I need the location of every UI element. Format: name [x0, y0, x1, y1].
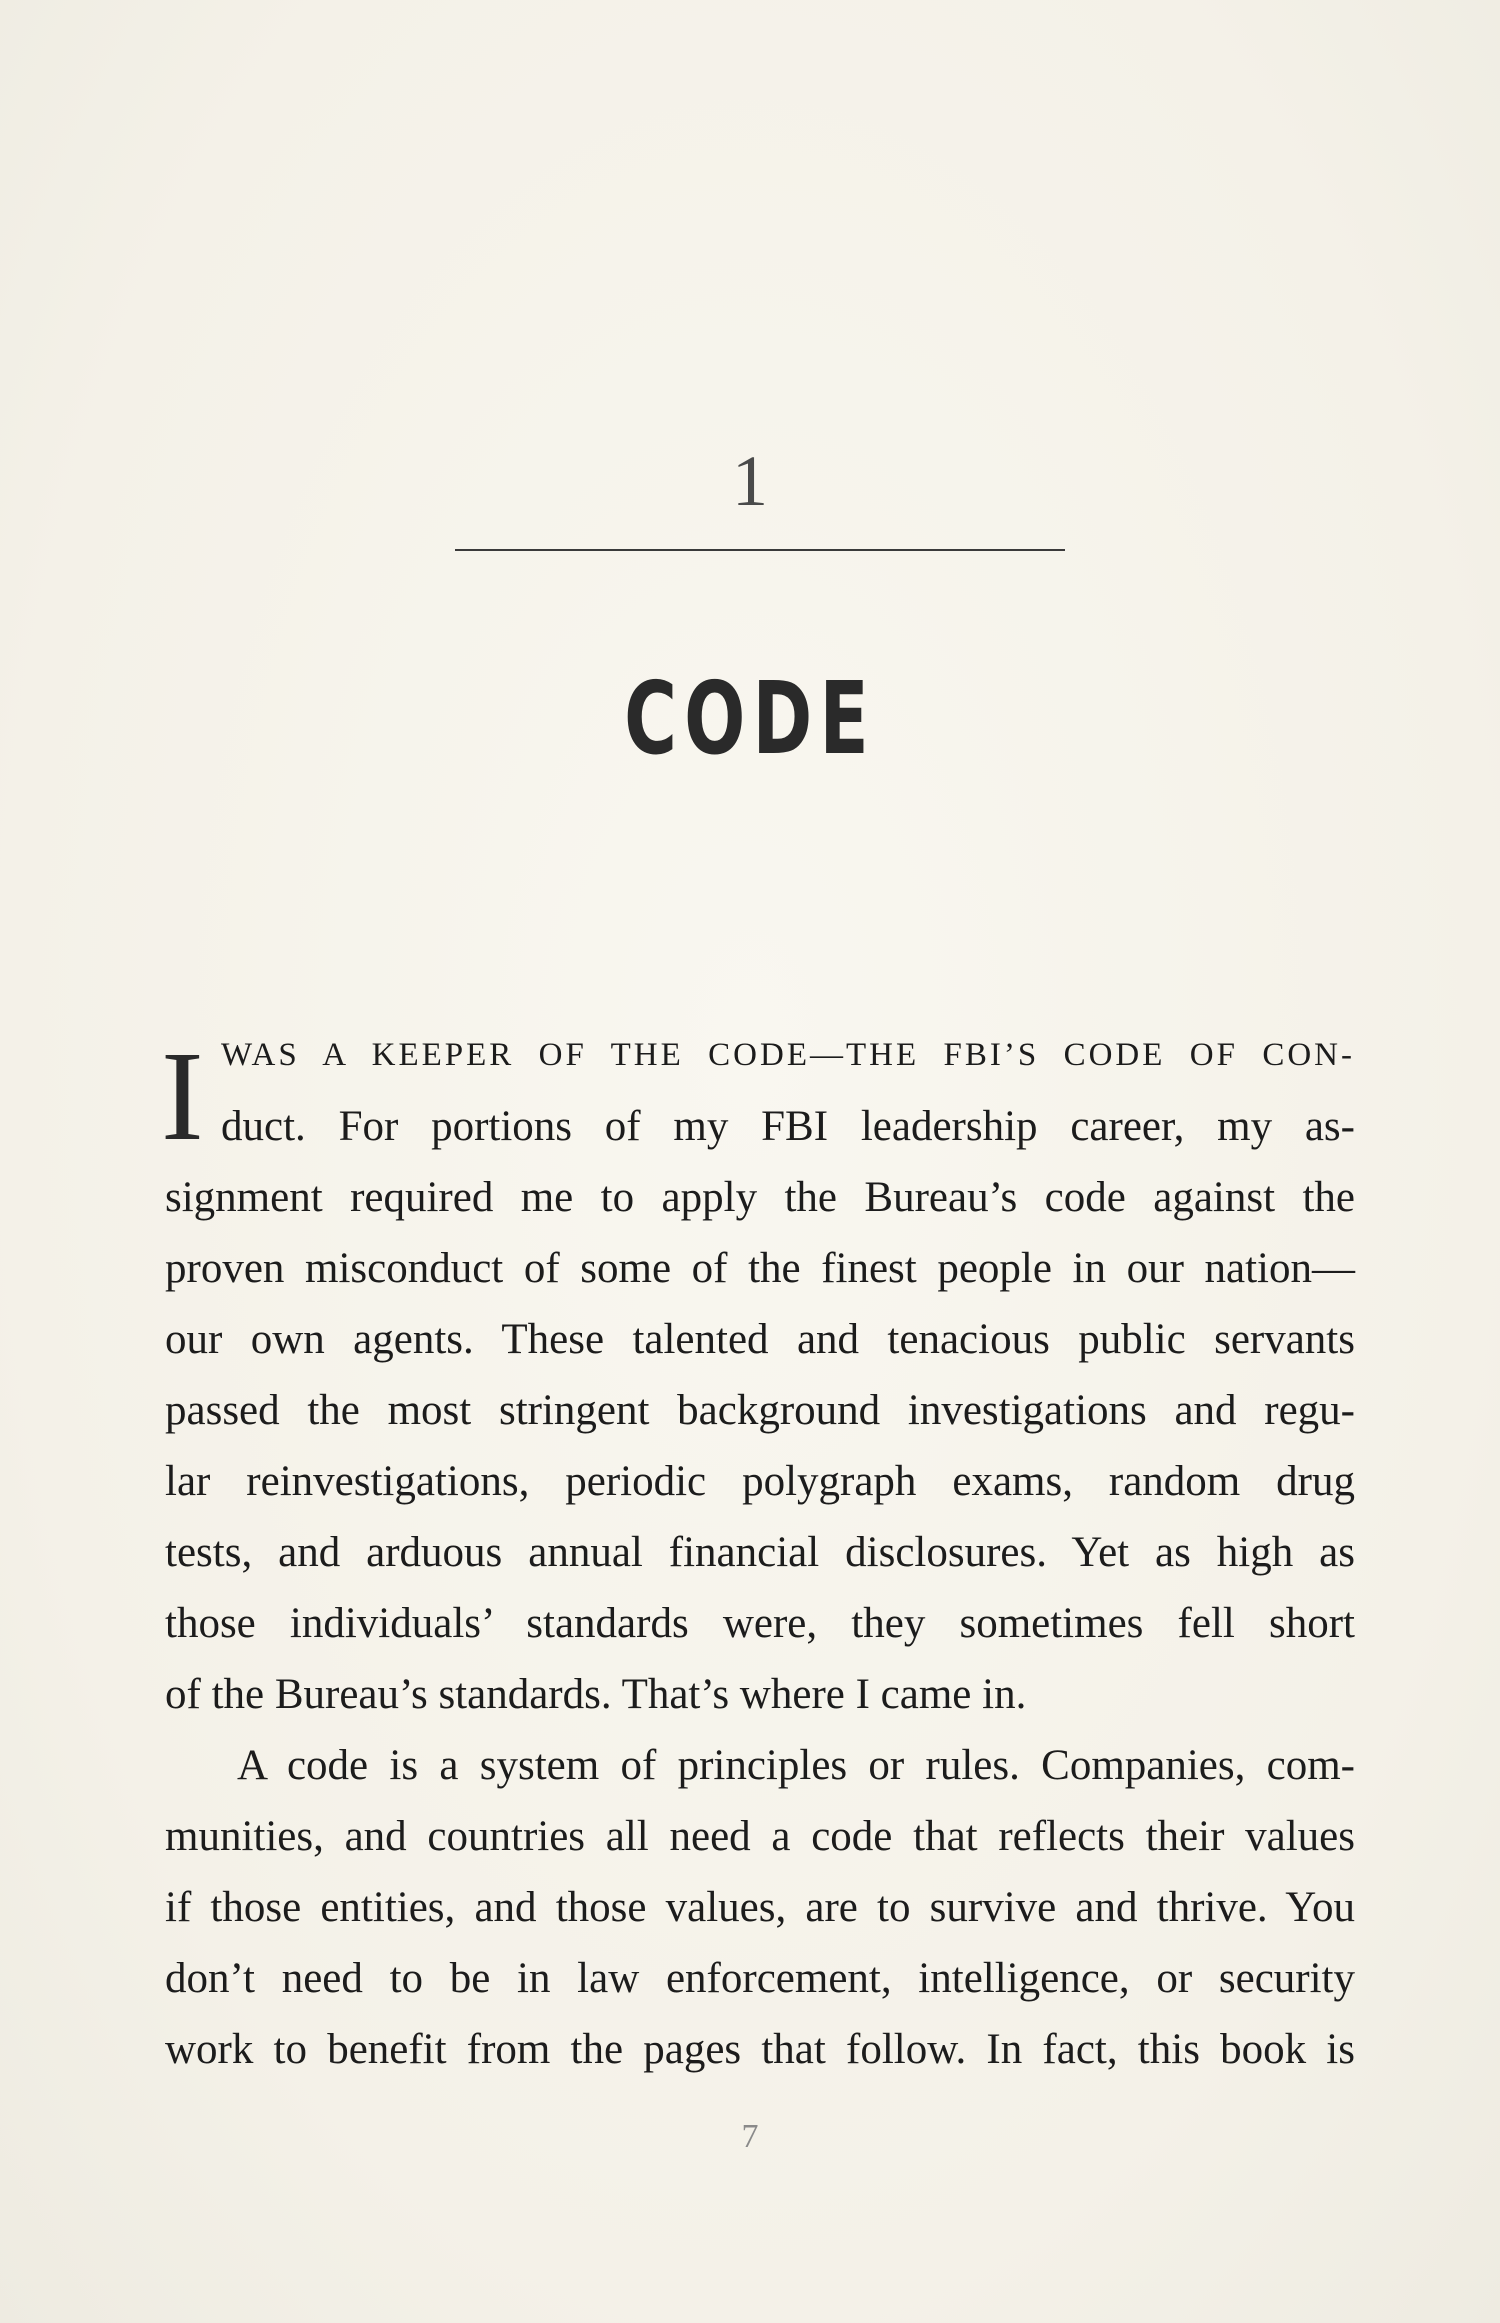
chapter-number: 1: [732, 441, 768, 521]
paragraph-line: work to benefit from the pages that follow. In fact, this book is: [165, 2026, 1355, 2073]
paragraph-line: passed the most stringent background investigations and regu-: [165, 1387, 1355, 1434]
drop-cap: I: [161, 1025, 207, 1167]
paragraph-line: if those entities, and those values, are to survive and thrive. You: [165, 1884, 1355, 1931]
paragraph-line: tests, and arduous annual financial disclosures. Yet as high as: [165, 1529, 1355, 1576]
paragraph-line: of the Bureau’s standards. That’s where I came in.: [165, 1671, 1027, 1718]
paragraph-line: duct. For portions of my FBI leadership career, my as-: [221, 1103, 1355, 1150]
page-number: 7: [741, 2118, 759, 2155]
opening-small-caps-text: WAS A KEEPER OF THE CODE—THE FBI’S CODE OF CON-: [221, 1037, 1355, 1073]
chapter-body: [161, 1020, 1355, 2085]
paragraph-line: proven misconduct of some of the finest people in our nation—: [165, 1245, 1355, 1292]
paragraph-line: those individuals’ standards were, they sometimes fell short: [165, 1600, 1355, 1647]
paragraph-line: our own agents. These talented and tenacious public servants: [165, 1316, 1355, 1363]
chapter-title: CODE: [624, 660, 876, 777]
paragraph-line: A code is a system of principles or rules. Companies, com-: [237, 1742, 1355, 1789]
paragraph-line: lar reinvestigations, periodic polygraph exams, random drug: [165, 1458, 1355, 1505]
paragraph-line: don’t need to be in law enforcement, intelligence, or security: [165, 1955, 1355, 2002]
paragraph-line: signment required me to apply the Bureau’s code against the: [165, 1174, 1355, 1221]
chapter-rule: [455, 549, 1065, 551]
paragraph-line: munities, and countries all need a code that reflects their values: [165, 1813, 1355, 1860]
